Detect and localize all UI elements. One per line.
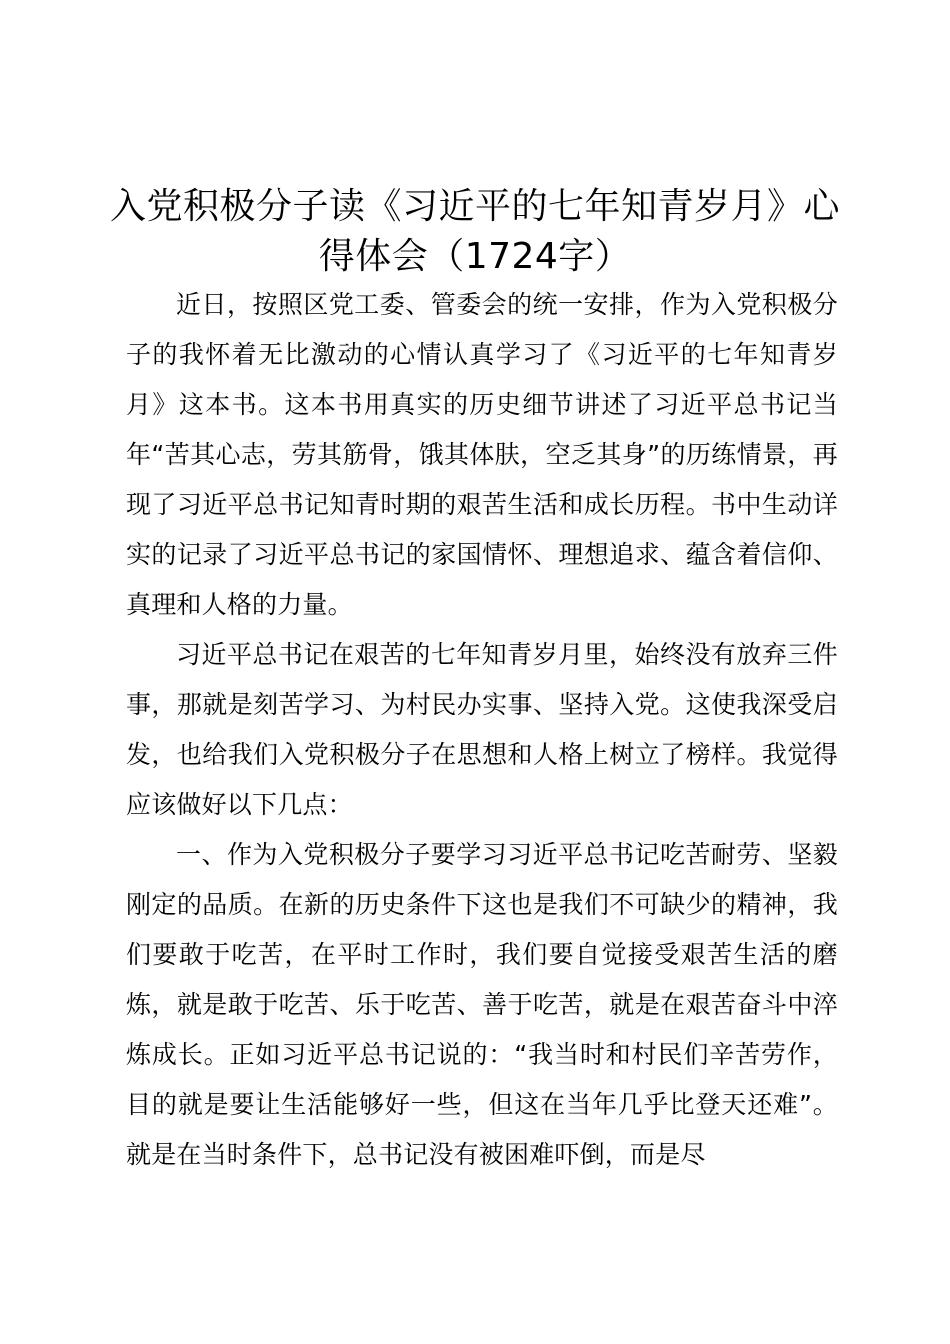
document-body xyxy=(126,280,838,1180)
paragraph-point-one: 一、作为入党积极分子要学习习近平总书记吃苦耐劳、坚毅刚定的品质。在新的历史条件下这也是我们不可缺少的精神，我们要敢于吃苦，在平时工作时，我们要自觉接受艰苦生活的磨炼，就是敢于吃苦、乐于吃苦、善于吃苦，就是在艰苦奋斗中淬炼成长。正如习近平总书记说的：“我当时和村民们辛苦劳作，目的就是要让生活能够好一些，但这在当年几乎比登天还难”。就是在当时条件下，总书记没有被困难吓倒，而是尽 xyxy=(126,840,838,1169)
document-title: 入党积极分子读《习近平的七年知青岁月》心得体会（1724字） xyxy=(110,186,841,277)
paragraph-intro: 近日，按照区党工委、管委会的统一安排，作为入党积极分子的我怀着无比激动的心情认真学习了《习近平的七年知青岁月》这本书。这本书用真实的历史细节讲述了习近平总书记当年“苦其心志，劳其筋骨，饿其体肤，空乏其身”的历练情景，再现了习近平总书记知青时期的艰苦生活和成长历程。书中生动详实的记录了习近平总书记的家国情怀、理想追求、蕴含着信仰、真理和人格的力量。 xyxy=(126,290,838,619)
paragraph-three-things: 习近平总书记在艰苦的七年知青岁月里，始终没有放弃三件事，那就是刻苦学习、为村民办实事、坚持入党。这使我深受启发，也给我们入党积极分子在思想和人格上树立了榜样。我觉得应该做好以下几点： xyxy=(126,640,838,819)
